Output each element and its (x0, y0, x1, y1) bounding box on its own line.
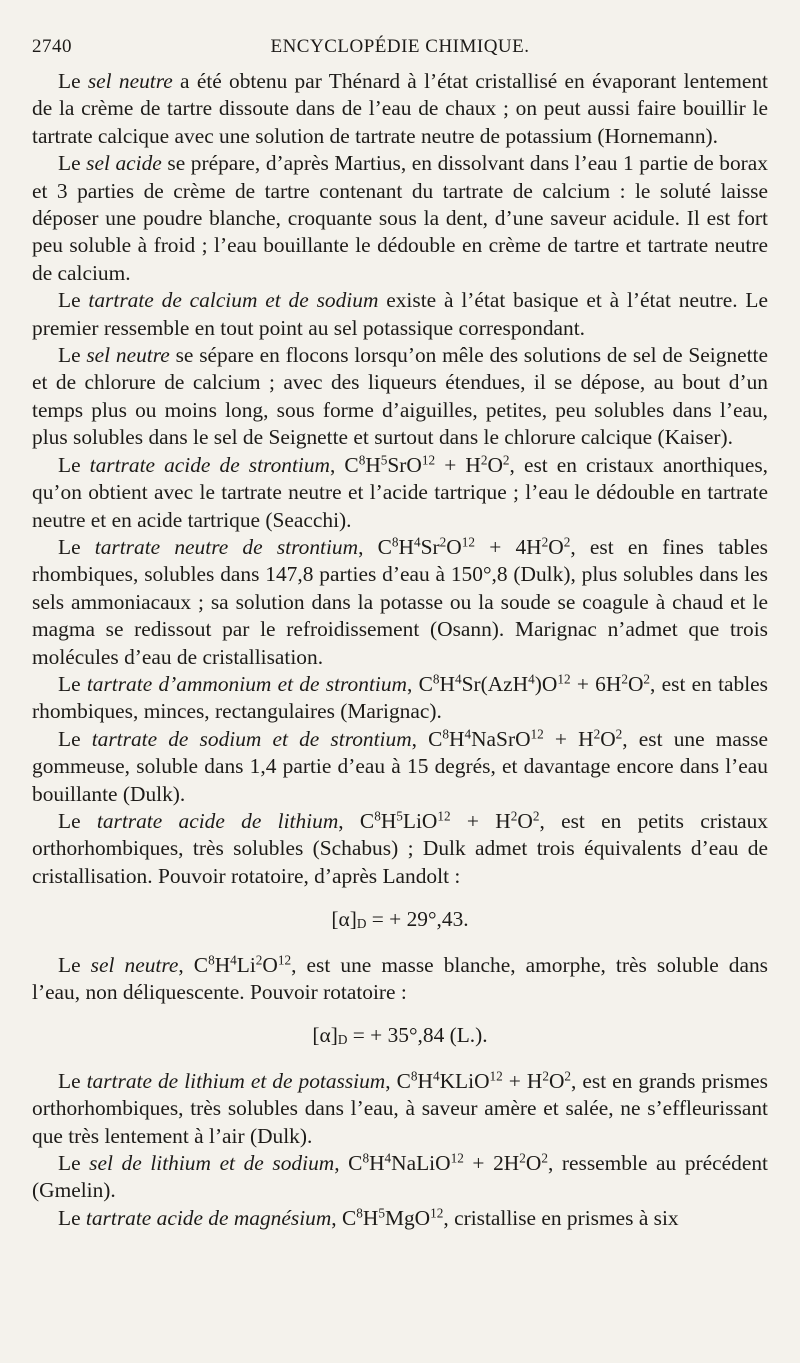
page-number: 2740 (32, 36, 72, 57)
paragraph: Le sel neutre se sépare en flocons lorsqu’on mêle des solutions de sel de Seignette et de chlorure de calcium ; avec des liqueurs étendues, il se dépose, au bout d’un temps plus ou moins long, sous forme d’aiguilles, petites, peu solubles dans l’eau, plus solubles dans le sel de Seignette et surtout dans le chlorure calcique (Kaiser). (32, 343, 768, 450)
formula: $[\alpha]_D$ = + 35°,84 (L.). (312, 1023, 488, 1048)
paragraph: Le sel de lithium et de sodium, $C^8H^4NaLiO^{12} + 2H^2O^2$, ressemble au précédent (Gmelin). (32, 1150, 768, 1203)
paragraph: Le tartrate neutre de strontium, $C^8H^4Sr^2O^{12} + 4H^2O^2$, est en fines tables rhombiques, solubles dans 147,8 parties d’eau à 150°,8 (Dulk), plus solubles dans les sels ammoniacaux ; sa solution dans la potasse ou la soude se coagule à chaud et le magma se redissout par le refroidissement (Osann). Marignac n’admet que trois molécules d’eau de cristallisation. (32, 534, 768, 669)
paragraph: Le tartrate de lithium et de potassium, $C^8H^4KLiO^{12} + H^2O^2$, est en grands prismes orthorhombiques, très solubles dans l’eau, à saveur amère et salée, ne s’effleurissant que très lentement à l’air (Dulk). (32, 1068, 768, 1148)
paragraph: Le sel neutre, $C^8H^4Li^2O^{12}$, est une masse blanche, amorphe, très soluble dans l’eau, non déliquescente. Pouvoir rotatoire : (32, 952, 768, 1004)
paragraph: Le tartrate de sodium et de strontium, $C^8H^4NaSrO^{12} + H^2O^2$, est une masse gommeuse, soluble dans 1,4 partie d’eau à 15 degrés, et davantage encore dans l’eau bouillante (Dulk). (32, 726, 768, 806)
paragraph: Le tartrate de calcium et de sodium existe à l’état basique et à l’état neutre. Le premier ressemble en tout point au sel potassique correspondant. (32, 288, 768, 340)
body-text (32, 68, 768, 1232)
formula: $[\alpha]_D$ = + 29°,43. (331, 907, 469, 932)
running-header (32, 36, 768, 66)
paragraph: Le tartrate acide de magnésium, $C^8H^5MgO^{12}$, cristallise en prismes à six (58, 1205, 679, 1230)
running-title: ENCYCLOPÉDIE CHIMIQUE. (270, 36, 530, 57)
paragraph: Le sel neutre a été obtenu par Thénard à l’état cristallisé en évaporant lentement de la crème de tartre dissoute dans de l’eau de chaux ; on peut aussi faire bouillir le tartrate calcique avec une solution de tartrate neutre de potassium (Hornemann). (32, 69, 768, 148)
paragraph: Le tartrate d’ammonium et de strontium, $C^8H^4Sr(AzH^4)O^{12} + 6H^2O^2$, est en tables rhombiques, minces, rectangulaires (Marignac). (32, 671, 768, 724)
paragraph: Le tartrate acide de strontium, $C^8H^5SrO^{12} + H^2O^2$, est en cristaux anorthiques, qu’on obtient avec le tartrate neutre et l’acide tartrique ; l’eau le dédouble en tartrate neutre et en acide tartrique (Seacchi). (32, 452, 768, 532)
paragraph: Le sel acide se prépare, d’après Martius, en dissolvant dans l’eau 1 partie de borax et 3 parties de crème de tartre contenant du tartrate de calcium : le soluté laisse déposer une poudre blanche, croquante sous la dent, d’une saveur acidule. Il est fort peu soluble à froid ; l’eau bouillante le dédouble en crème de tartre et tartrate neutre de calcium. (32, 151, 768, 285)
paragraph: Le tartrate acide de lithium, $C^8H^5LiO^{12} + H^2O^2$, est en petits cristaux orthorhombiques, très solubles (Schabus) ; Dulk admet trois équivalents d’eau de cristallisation. Pouvoir rotatoire, d’après Landolt : (32, 808, 768, 888)
